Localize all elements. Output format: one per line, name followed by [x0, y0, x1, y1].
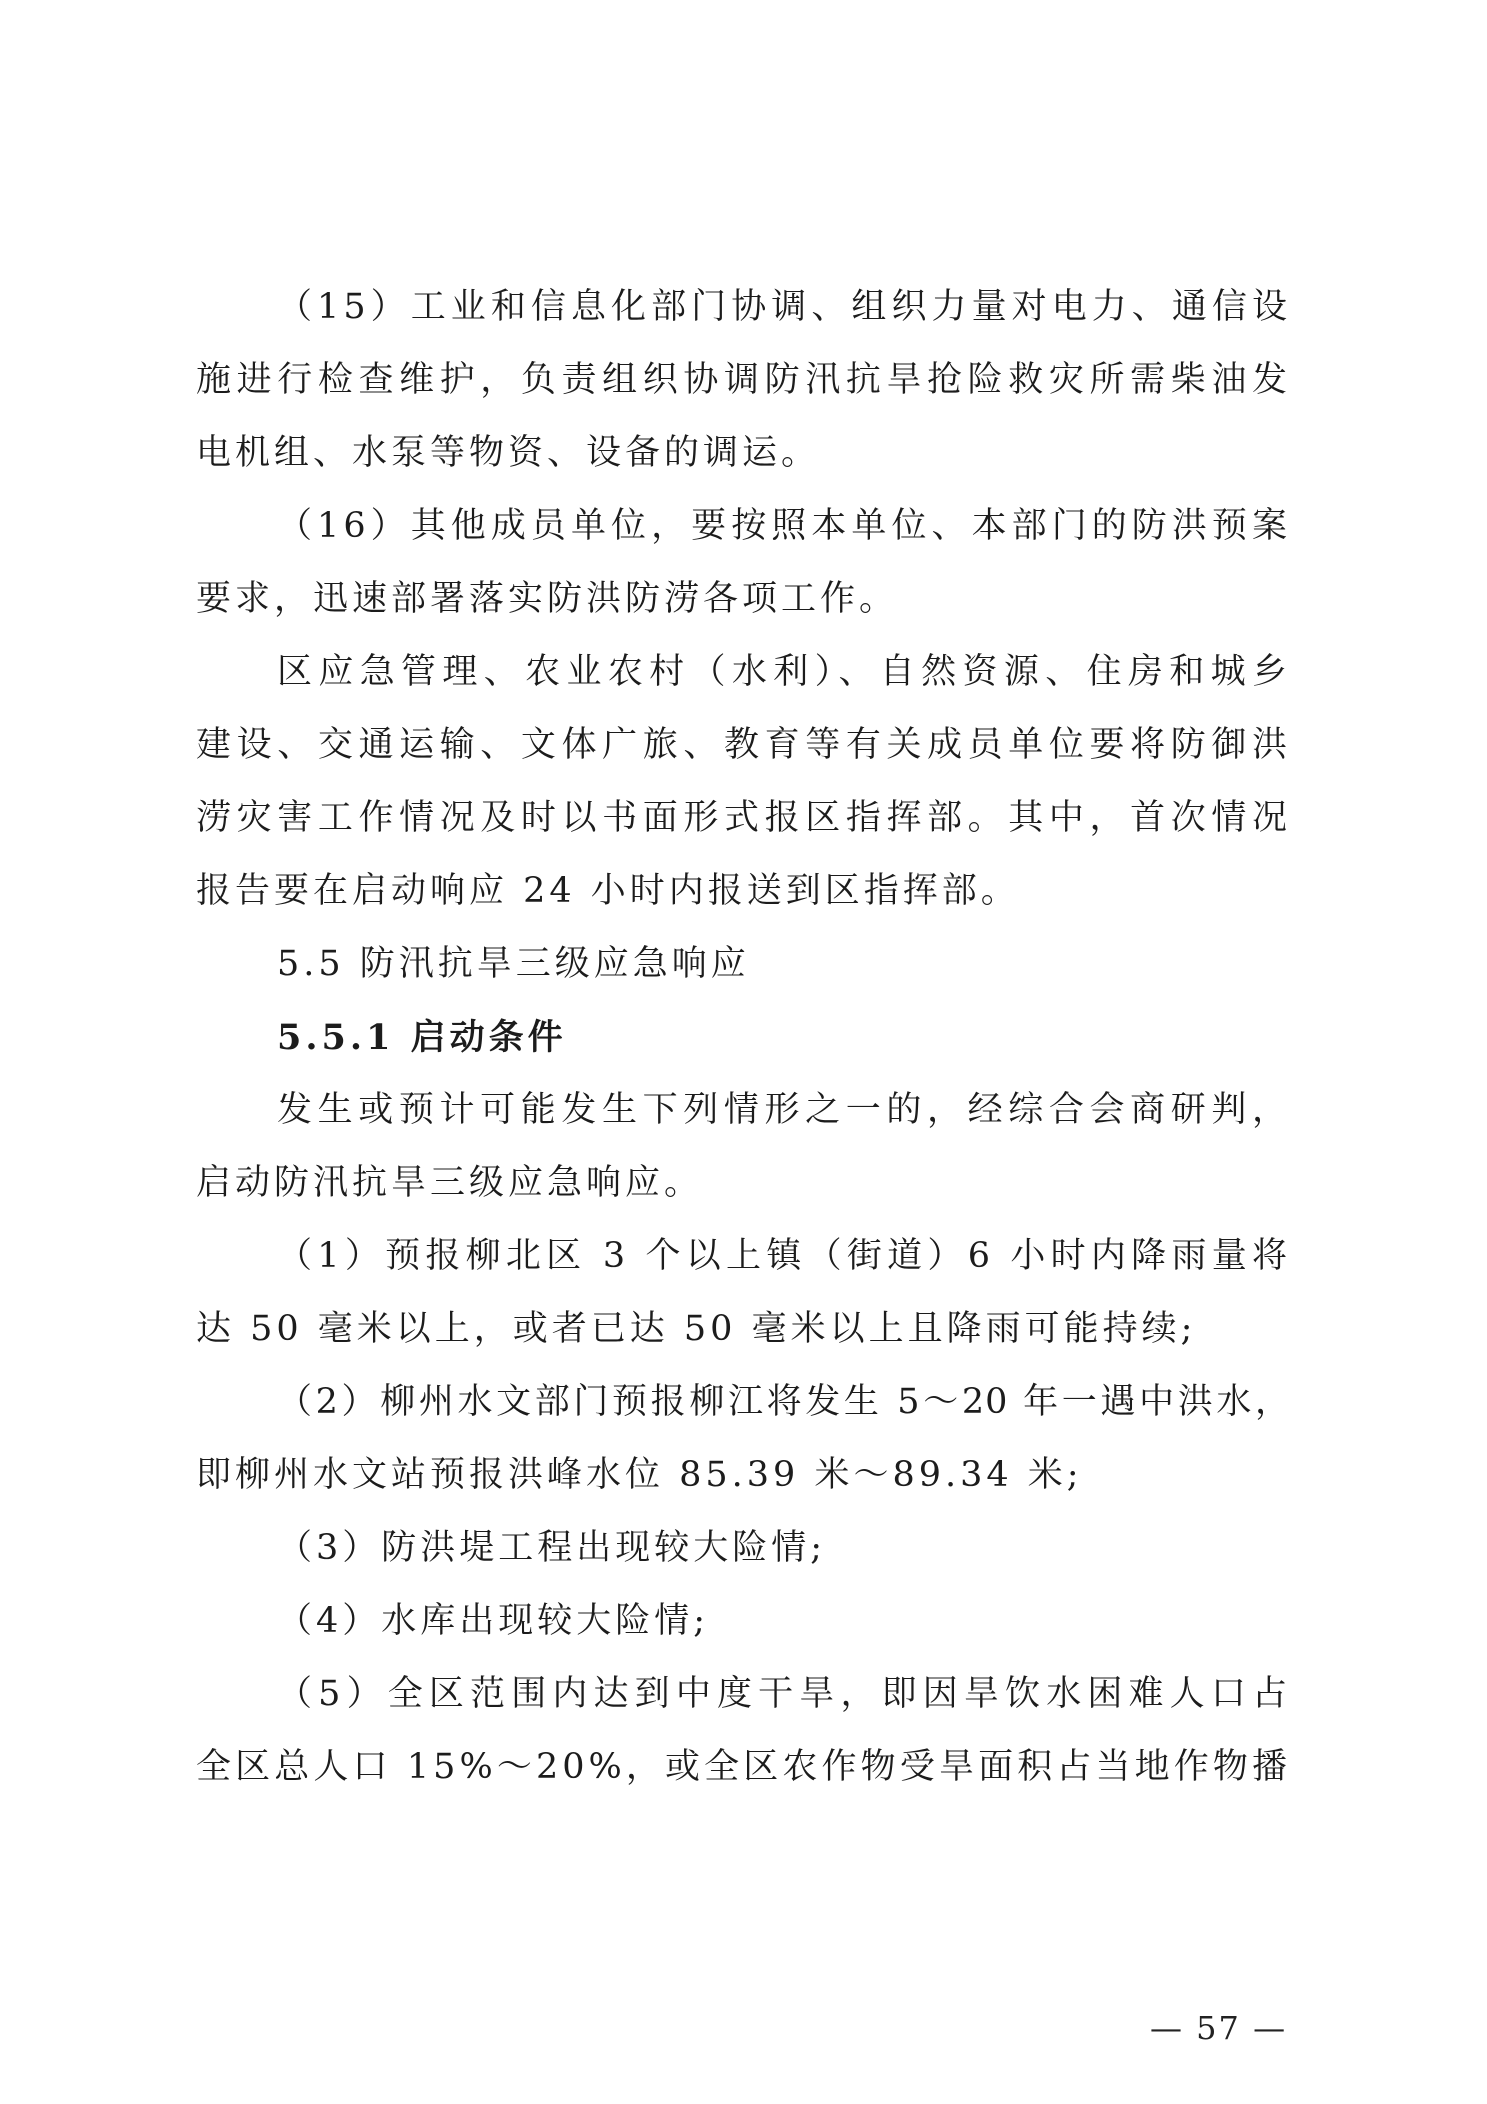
list-item-line: （5）全区范围内达到中度干旱，即因旱饮水困难人口占 [277, 1674, 1291, 1714]
page-number: — 57 — [1150, 2009, 1288, 2047]
paragraph-line: （16）其他成员单位，要按照本单位、本部门的防洪预案 [277, 506, 1291, 546]
paragraph-line: 涝灾害工作情况及时以书面形式报区指挥部。其中，首次情况 [196, 798, 1291, 838]
list-item-line: （2）柳州水文部门预报柳江将发生 5～20 年一遇中洪水， [277, 1382, 1291, 1422]
paragraph-line: 施进行检查维护，负责组织协调防汛抗旱抢险救灾所需柴油发 [196, 360, 1291, 400]
document-body [196, 271, 1291, 1804]
list-item-line: 即柳州水文站预报洪峰水位 85.39 米～89.34 米; [196, 1455, 1083, 1495]
paragraph-line: （15）工业和信息化部门协调、组织力量对电力、通信设 [277, 287, 1291, 327]
paragraph-line: 建设、交通运输、文体广旅、教育等有关成员单位要将防御洪 [196, 725, 1291, 765]
list-item-line: （4）水库出现较大险情; [277, 1601, 710, 1641]
list-item-line: 全区总人口 15%～20%，或全区农作物受旱面积占当地作物播 [196, 1747, 1291, 1787]
list-item-line: （1）预报柳北区 3 个以上镇（街道）6 小时内降雨量将 [277, 1236, 1291, 1276]
paragraph-line: 要求，迅速部署落实防洪防涝各项工作。 [196, 579, 899, 619]
list-item-line: 达 50 毫米以上，或者已达 50 毫米以上且降雨可能持续; [196, 1309, 1197, 1349]
paragraph-line: 电机组、水泵等物资、设备的调运。 [196, 433, 821, 473]
section-heading: 5.5 防汛抗旱三级应急响应 [277, 944, 750, 984]
paragraph-line: 报告要在启动响应 24 小时内报送到区指挥部。 [196, 871, 1020, 911]
list-item-line: （3）防洪堤工程出现较大险情; [277, 1528, 827, 1568]
paragraph-line: 区应急管理、农业农村（水利）、自然资源、住房和城乡 [277, 652, 1291, 692]
paragraph-line: 发生或预计可能发生下列情形之一的，经综合会商研判， [277, 1090, 1291, 1130]
subsection-heading: 5.5.1 启动条件 [277, 1017, 567, 1058]
paragraph-line: 启动防汛抗旱三级应急响应。 [196, 1163, 704, 1203]
